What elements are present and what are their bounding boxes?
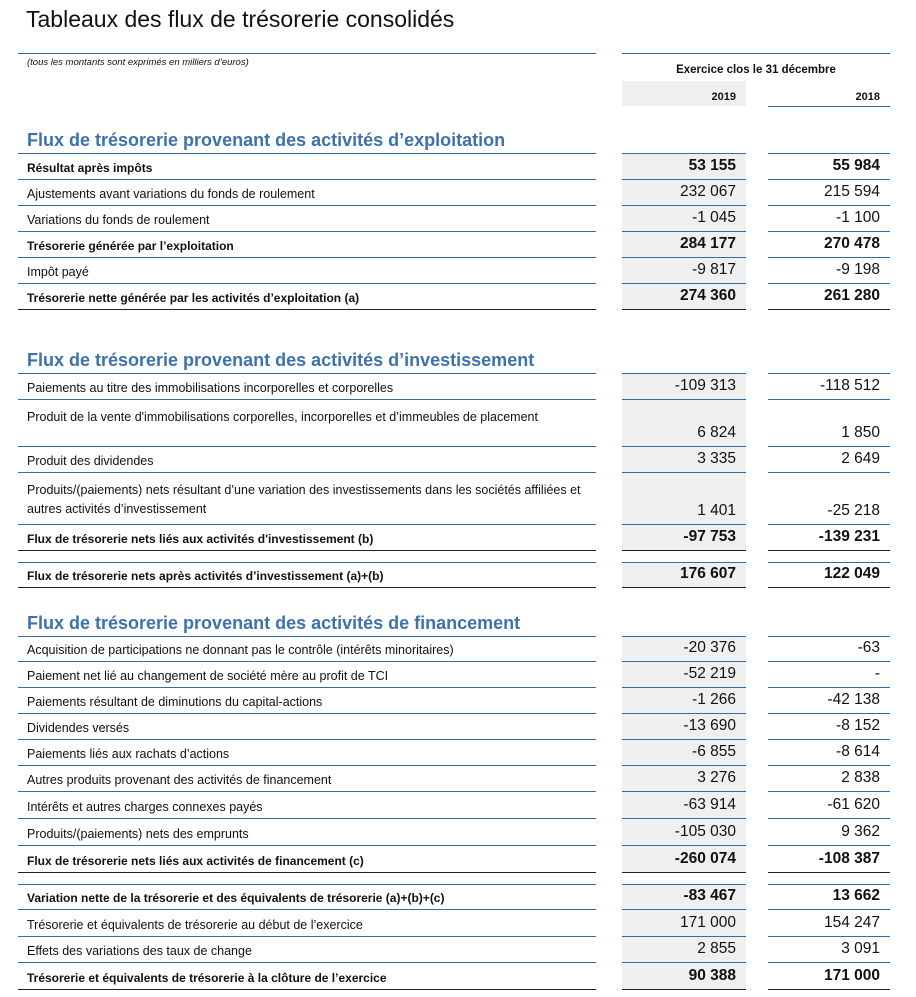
value-2018: 261 280 [823, 287, 880, 304]
row-bottom-rule [768, 791, 890, 792]
row-bottom-rule [18, 936, 596, 937]
value-2019: 232 067 [679, 183, 736, 200]
section-top-rule [18, 373, 596, 374]
row-bottom-rule [768, 399, 890, 400]
row-bottom-rule [768, 872, 890, 873]
year-rule-2018 [768, 106, 890, 107]
row-bottom-rule [18, 472, 596, 473]
row-bottom-rule [18, 791, 596, 792]
row-bottom-rule [18, 524, 596, 525]
row-bottom-rule [768, 283, 890, 284]
row-bottom-rule [18, 179, 596, 180]
value-2018: 122 049 [823, 565, 880, 582]
value-2018: 270 478 [823, 235, 880, 252]
value-2018: -61 620 [827, 796, 880, 813]
row-label: Paiements résultant de diminutions du capital-actions [27, 695, 323, 709]
row-bottom-rule [18, 661, 596, 662]
section-top-rule [622, 636, 746, 637]
value-2018: 1 850 [841, 424, 880, 441]
row-bottom-rule [622, 309, 746, 310]
row-bottom-rule [18, 765, 596, 766]
value-2019: -9 817 [692, 261, 736, 278]
value-2018: 3 091 [841, 940, 880, 957]
row-bottom-rule [622, 587, 746, 588]
year-2019-header: 2019 [711, 91, 736, 103]
section-investissement-heading: Flux de trésorerie provenant des activités d’investissement [27, 350, 535, 370]
header-rule-right [622, 53, 890, 54]
value-2019: 6 824 [697, 424, 736, 441]
section-top-rule [18, 153, 596, 154]
row-label: Trésorerie nette générée par les activités d’exploitation (a) [27, 291, 360, 305]
row-bottom-rule [768, 909, 890, 910]
row-label: Impôt payé [27, 265, 89, 279]
value-2019: 274 360 [679, 287, 736, 304]
row-bottom-rule [768, 587, 890, 588]
row-bottom-rule [18, 309, 596, 310]
value-2018: 55 984 [832, 157, 880, 174]
section-top-rule [622, 562, 746, 563]
section-top-rule [18, 636, 596, 637]
value-2019: 284 177 [679, 235, 736, 252]
row-label: Flux de trésorerie nets liés aux activités de financement (c) [27, 854, 364, 868]
period-header: Exercice clos le 31 décembre [676, 64, 836, 76]
value-2018: -25 218 [827, 502, 880, 519]
value-2018: 154 247 [823, 914, 880, 931]
value-2018: -108 387 [818, 850, 880, 867]
row-label: Trésorerie générée par l’exploitation [27, 239, 234, 253]
section-top-rule [768, 884, 890, 885]
section-top-rule [768, 373, 890, 374]
row-bottom-rule [768, 446, 890, 447]
row-bottom-rule [768, 936, 890, 937]
value-2018: -42 138 [827, 691, 880, 708]
row-label: Autres produits provenant des activités de financement [27, 773, 332, 787]
row-label: Intérêts et autres charges connexes payés [27, 800, 263, 814]
value-2019: -1 045 [692, 209, 736, 226]
row-label: Paiements liés aux rachats d’actions [27, 747, 230, 761]
row-label: Effets des variations des taux de change [27, 944, 252, 958]
row-bottom-rule [18, 687, 596, 688]
units-note: (tous les montants sont exprimés en milliers d’euros) [27, 57, 249, 68]
row-bottom-rule [18, 399, 596, 400]
year-2018-header: 2018 [855, 91, 880, 103]
value-2018: -9 198 [836, 261, 880, 278]
value-2019: 53 155 [688, 157, 736, 174]
value-2018: -1 100 [836, 209, 880, 226]
row-bottom-rule [768, 550, 890, 551]
value-2018: 2 649 [841, 450, 880, 467]
value-2019: 90 388 [688, 967, 736, 984]
value-2019: 171 000 [679, 914, 736, 931]
row-label: Dividendes versés [27, 721, 130, 735]
row-bottom-rule [18, 587, 596, 588]
row-bottom-rule [18, 231, 596, 232]
row-bottom-rule [18, 283, 596, 284]
value-2018: -139 231 [818, 528, 880, 545]
header-rule-left [18, 53, 596, 54]
row-label: Trésorerie et équivalents de trésorerie au début de l’exercice [27, 918, 363, 932]
section-top-rule [18, 884, 596, 885]
value-2019: -13 690 [683, 717, 736, 734]
value-2019: -52 219 [683, 665, 736, 682]
row-label: Produit des dividendes [27, 454, 154, 468]
row-bottom-rule [768, 739, 890, 740]
row-bottom-rule [768, 962, 890, 963]
value-2018: -63 [857, 639, 880, 656]
section-top-rule [622, 373, 746, 374]
value-2019: -260 074 [674, 850, 736, 867]
section-top-rule [768, 562, 890, 563]
row-bottom-rule [768, 205, 890, 206]
value-2019: 3 276 [697, 769, 736, 786]
row-bottom-rule [768, 765, 890, 766]
row-bottom-rule [768, 989, 890, 990]
row-bottom-rule [768, 257, 890, 258]
value-2019: -109 313 [674, 377, 736, 394]
row-bottom-rule [18, 205, 596, 206]
row-label: Produits/(paiements) nets des emprunts [27, 827, 249, 841]
value-2018: 2 838 [841, 769, 880, 786]
row-bottom-rule [768, 309, 890, 310]
row-bottom-rule [18, 872, 596, 873]
page-title: Tableaux des flux de trésorerie consolidés [26, 6, 455, 32]
section-top-rule [622, 884, 746, 885]
row-label: Résultat après impôts [27, 161, 153, 175]
value-2019: -83 467 [683, 887, 736, 904]
row-bottom-rule [18, 446, 596, 447]
row-bottom-rule [768, 231, 890, 232]
row-bottom-rule [622, 550, 746, 551]
row-bottom-rule [18, 257, 596, 258]
row-bottom-rule [768, 818, 890, 819]
section-top-rule [768, 153, 890, 154]
value-2018: -8 614 [836, 743, 880, 760]
value-2018: 9 362 [841, 823, 880, 840]
value-2019: -97 753 [683, 528, 736, 545]
row-bottom-rule [18, 989, 596, 990]
row-label: Variation nette de la trésorerie et des équivalents de trésorerie (a)+(b)+(c) [27, 891, 445, 905]
row-bottom-rule [768, 179, 890, 180]
row-bottom-rule [18, 909, 596, 910]
value-2019: -1 266 [692, 691, 736, 708]
row-label: Acquisition de participations ne donnant pas le contrôle (intérêts minoritaires) [27, 643, 454, 657]
value-2019: -6 855 [692, 743, 736, 760]
row-bottom-rule [18, 845, 596, 846]
row-bottom-rule [18, 962, 596, 963]
row-label: Flux de trésorerie nets liés aux activités d'investissement (b) [27, 532, 374, 546]
value-2019: -105 030 [674, 823, 736, 840]
row-label: Flux de trésorerie nets après activités d’investissement (a)+(b) [27, 569, 384, 583]
row-bottom-rule [18, 739, 596, 740]
value-2018: 13 662 [832, 887, 880, 904]
row-bottom-rule [768, 845, 890, 846]
value-2019: 176 607 [679, 565, 736, 582]
row-label: Variations du fonds de roulement [27, 213, 210, 227]
row-bottom-rule [768, 713, 890, 714]
row-bottom-rule [622, 872, 746, 873]
row-bottom-rule [768, 687, 890, 688]
section-exploitation-heading: Flux de trésorerie provenant des activités d’exploitation [27, 130, 506, 150]
row-label: Trésorerie et équivalents de trésorerie à la clôture de l’exercice [27, 971, 387, 985]
row-bottom-rule [768, 472, 890, 473]
row-bottom-rule [768, 524, 890, 525]
row-label: Ajustements avant variations du fonds de roulement [27, 187, 315, 201]
row-bottom-rule [18, 550, 596, 551]
row-label: Paiements au titre des immobilisations incorporelles et corporelles [27, 381, 394, 395]
row-bottom-rule [18, 818, 596, 819]
value-2019: 3 335 [697, 450, 736, 467]
value-2019: -63 914 [683, 796, 736, 813]
row-bottom-rule [768, 661, 890, 662]
row-bottom-rule [622, 989, 746, 990]
row-label: Produits/(paiements) nets résultant d’une variation des investissements dans les sociétés affiliées et autres activités d’investissement [27, 483, 581, 516]
row-label: Paiement net lié au changement de société mère au profit de TCI [27, 669, 389, 683]
value-2018: 215 594 [823, 183, 880, 200]
section-top-rule [768, 636, 890, 637]
value-2018: - [874, 665, 880, 682]
value-2018: 171 000 [823, 967, 880, 984]
row-bottom-rule [18, 713, 596, 714]
value-2019: 1 401 [697, 502, 736, 519]
value-2018: -8 152 [836, 717, 880, 734]
section-top-rule [18, 562, 596, 563]
value-2018: -118 512 [819, 377, 880, 394]
value-2019: 2 855 [697, 940, 736, 957]
section-top-rule [622, 153, 746, 154]
value-2019: -20 376 [683, 639, 736, 656]
row-label: Produit de la vente d'immobilisations corporelles, incorporelles et d’immeubles de placement [27, 410, 538, 424]
section-financement-heading: Flux de trésorerie provenant des activités de financement [27, 613, 521, 633]
